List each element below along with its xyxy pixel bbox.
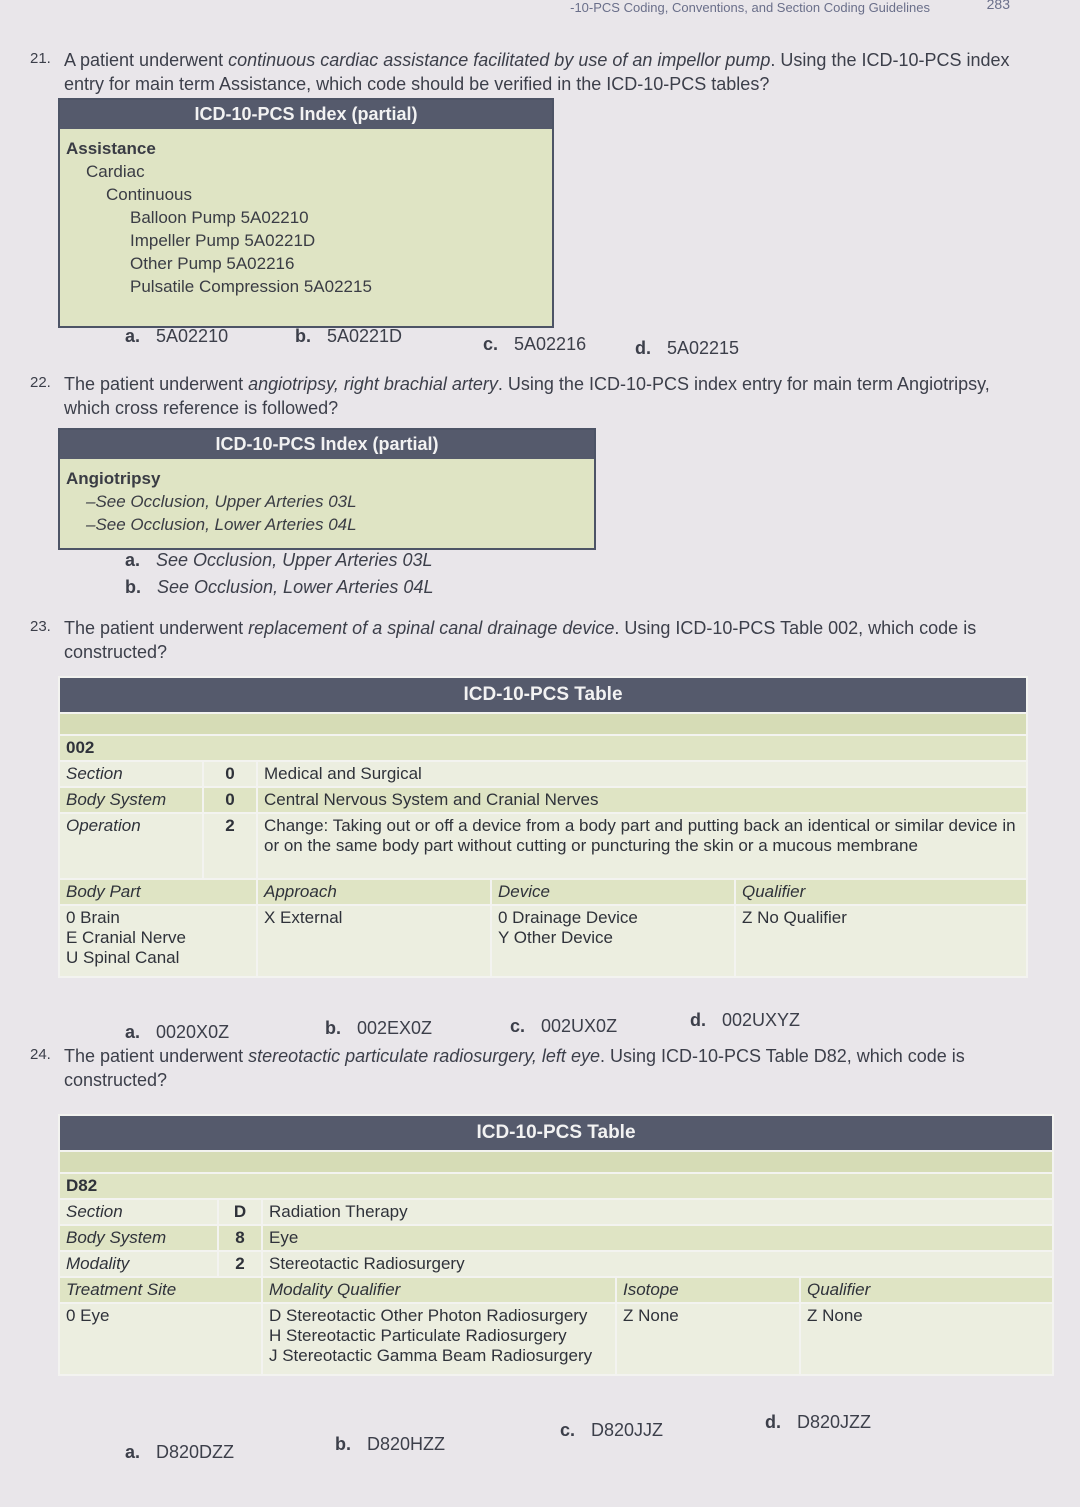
question-number: 23.	[30, 618, 51, 635]
index-subterm: Continuous	[106, 185, 193, 204]
body-part-value: 0 Brain	[66, 908, 120, 927]
row-code: 2	[203, 813, 257, 879]
table-id: D82	[59, 1173, 1053, 1199]
row-label: Section	[59, 761, 203, 787]
row-label: Body System	[59, 1225, 218, 1251]
index-box-assistance	[58, 98, 554, 328]
qualifier-value: Z No Qualifier	[742, 908, 847, 927]
row-desc: Central Nervous System and Cranial Nerves	[257, 787, 1027, 813]
index-main-term: Angiotripsy	[66, 469, 161, 488]
table-title: ICD-10-PCS Table	[59, 677, 1027, 713]
qualifier-value: Z None	[807, 1306, 863, 1325]
device-value: Y Other Device	[498, 928, 613, 947]
device-value: 0 Drainage Device	[498, 908, 638, 927]
index-box-angiotripsy	[58, 428, 596, 550]
pcs-table-d82	[58, 1114, 1054, 1376]
question-21	[30, 48, 1040, 96]
question-number: 22.	[30, 374, 51, 391]
question-22	[30, 372, 1040, 420]
question-number: 24.	[30, 1046, 51, 1063]
table-title: ICD-10-PCS Table	[59, 1115, 1053, 1151]
answer-choice[interactable]: a. See Occlusion, Upper Arteries 03L	[125, 550, 433, 570]
row-code: D	[218, 1199, 262, 1225]
body-part-value: E Cranial Nerve	[66, 928, 186, 947]
row-desc: Medical and Surgical	[257, 761, 1027, 787]
index-subterm: Cardiac	[86, 162, 145, 181]
row-label: Operation	[59, 813, 203, 879]
page-number: 283	[986, 0, 1010, 12]
answer-choice[interactable]: a. D820DZZ	[125, 1442, 235, 1462]
index-main-term: Assistance	[66, 139, 156, 158]
question-text: The patient underwent replacement of a spinal canal drainage device. Using ICD-10-PCS Table 002, which code is constructed?	[64, 618, 977, 662]
answer-choice[interactable]: d. D820JZZ	[765, 1412, 872, 1432]
row-desc: Radiation Therapy	[262, 1199, 1053, 1225]
approach-value: X External	[264, 908, 343, 927]
answer-choice[interactable]: c. D820JJZ	[560, 1420, 664, 1440]
treatment-site-value: 0 Eye	[66, 1306, 110, 1325]
modality-qualifier-value: J Stereotactic Gamma Beam Radiosurgery	[269, 1346, 593, 1365]
question-number: 21.	[30, 50, 51, 67]
col-head: Treatment Site	[59, 1277, 262, 1303]
row-label: Section	[59, 1199, 218, 1225]
row-code: 0	[203, 787, 257, 813]
modality-qualifier-value: H Stereotactic Particulate Radiosurgery	[269, 1326, 567, 1345]
index-entry: Other Pump 5A02216	[130, 254, 295, 273]
answer-choice[interactable]: a. 5A02210	[125, 326, 229, 346]
col-head: Qualifier	[800, 1277, 1053, 1303]
answer-choice[interactable]: c. 5A02216	[483, 334, 587, 354]
index-entry: Impeller Pump 5A0221D	[130, 231, 316, 250]
col-head: Body Part	[59, 879, 257, 905]
question-24	[30, 1044, 1040, 1092]
index-box-title: ICD-10-PCS Index (partial)	[60, 100, 552, 129]
question-text: The patient underwent stereotactic particulate radiosurgery, left eye. Using ICD-10-PCS Table D82, which code is constructed?	[64, 1046, 965, 1090]
answer-choice[interactable]: b. D820HZZ	[335, 1434, 446, 1454]
row-desc: Stereotactic Radiosurgery	[262, 1251, 1053, 1277]
index-entry: Pulsatile Compression 5A02215	[130, 277, 372, 296]
index-cross-reference: –See Occlusion, Upper Arteries 03L	[86, 492, 357, 511]
row-label: Modality	[59, 1251, 218, 1277]
row-code: 0	[203, 761, 257, 787]
pcs-table-002	[58, 676, 1028, 978]
index-cross-reference: –See Occlusion, Lower Arteries 04L	[86, 515, 357, 534]
isotope-value: Z None	[623, 1306, 679, 1325]
answer-choice[interactable]: d. 5A02215	[635, 338, 740, 358]
row-code: 8	[218, 1225, 262, 1251]
table-id: 002	[59, 735, 1027, 761]
row-label: Body System	[59, 787, 203, 813]
body-part-value: U Spinal Canal	[66, 948, 180, 967]
col-head: Modality Qualifier	[262, 1277, 616, 1303]
col-head: Device	[491, 879, 735, 905]
question-text: The patient underwent angiotripsy, right brachial artery. Using the ICD-10-PCS index entry for main term Angiotripsy, which cross reference is followed?	[64, 374, 990, 418]
row-desc: Change: Taking out or off a device from a body part and putting back an identical or similar device in or on the same body part without cutting or puncturing the skin or a mucous membrane	[257, 813, 1027, 879]
answer-choice[interactable]: b. See Occlusion, Lower Arteries 04L	[125, 577, 434, 597]
answer-choice[interactable]: b. 002EX0Z	[325, 1018, 433, 1038]
answer-choice[interactable]: d. 002UXYZ	[690, 1010, 801, 1030]
answer-choice[interactable]: a. 0020X0Z	[125, 1022, 230, 1042]
row-code: 2	[218, 1251, 262, 1277]
col-head: Isotope	[616, 1277, 800, 1303]
col-head: Qualifier	[735, 879, 1027, 905]
answer-choice[interactable]: b. 5A0221D	[295, 326, 403, 346]
index-box-title: ICD-10-PCS Index (partial)	[60, 430, 594, 459]
running-header: -10-PCS Coding, Conventions, and Section Coding Guidelines	[570, 0, 930, 15]
question-text: A patient underwent continuous cardiac assistance facilitated by use of an impellor pump. Using the ICD-10-PCS index entry for main term Assistance, which code should be verified in the ICD-10-PCS tables?	[64, 50, 1010, 94]
row-desc: Eye	[262, 1225, 1053, 1251]
question-23	[30, 616, 1040, 664]
answer-choice[interactable]: c. 002UX0Z	[510, 1016, 618, 1036]
index-entry: Balloon Pump 5A02210	[130, 208, 309, 227]
col-head: Approach	[257, 879, 491, 905]
modality-qualifier-value: D Stereotactic Other Photon Radiosurgery	[269, 1306, 588, 1325]
